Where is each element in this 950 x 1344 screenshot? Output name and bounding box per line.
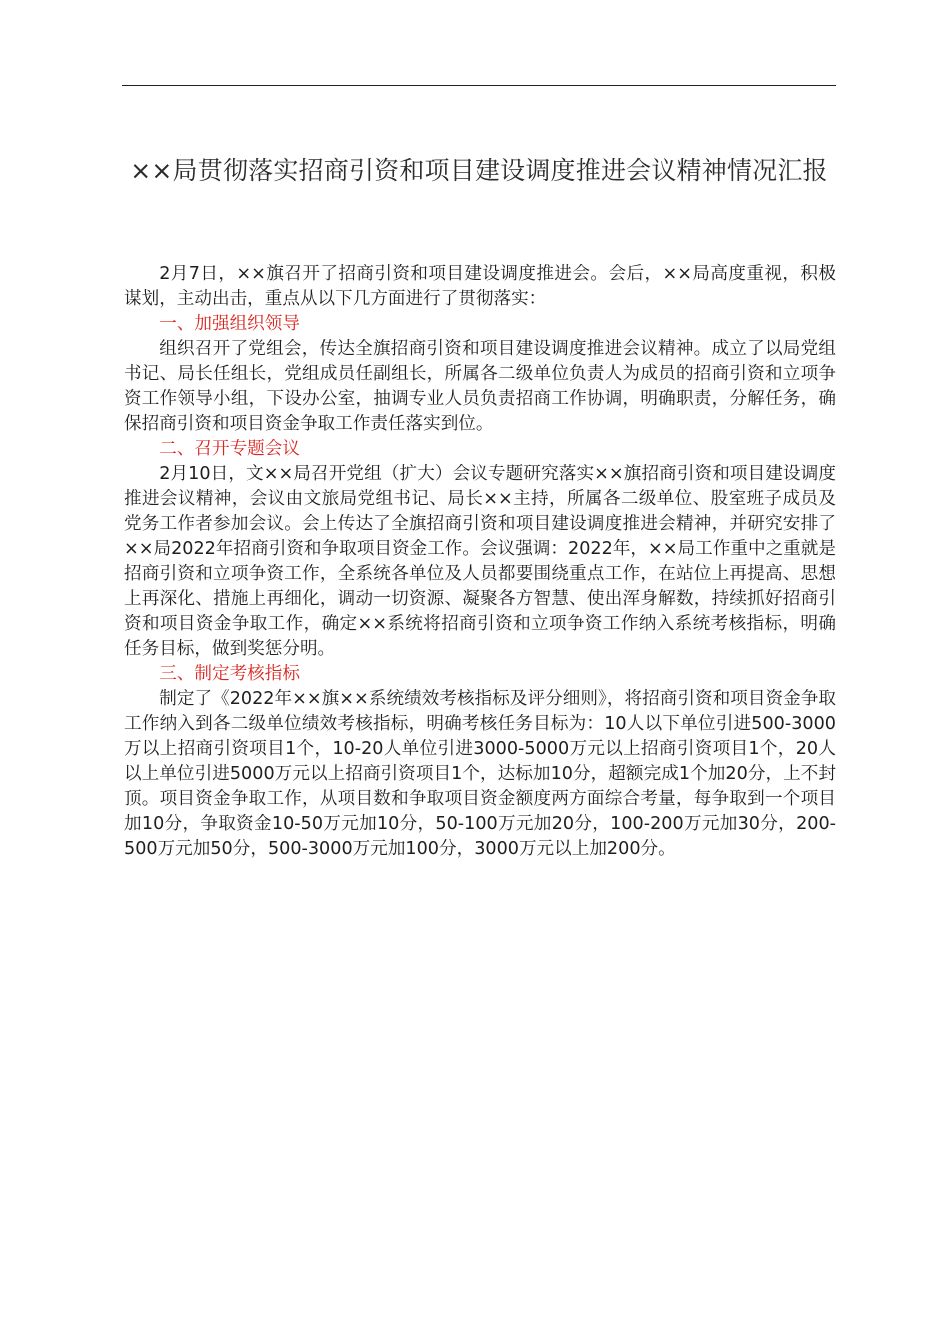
section-heading-organization: 一、加强组织领导 <box>159 314 300 334</box>
document-body <box>124 262 836 862</box>
section-paragraph: 2月10日，文××局召开党组（扩大）会议专题研究落实××旗招商引资和项目建设调度推进会议精神，会议由文旅局党组书记、局长××主持，所属各二级单位、股室班子成员及党务工作者参加会议。会上传达了全旗招商引资和项目建设调度推进会精神，并研究安排了××局2022年招商引资和争取项目资金工作。会议强调：2022年，××局工作重中之重就是招商引资和立项争资工作，全系统各单位及人员都要围绕重点工作，在站位上再提高、思想上再深化、措施上再细化，调动一切资源、凝聚各方智慧、使出浑身解数，持续抓好招商引资和项目资金争取工作，确定××系统将招商引资和立项争资工作纳入系统考核指标，明确任务目标，做到奖惩分明。 <box>124 464 836 659</box>
section-heading-meeting: 二、召开专题会议 <box>159 439 300 459</box>
document-title: ××局贯彻落实招商引资和项目建设调度推进会议精神情况汇报 <box>130 156 828 185</box>
section-paragraph: 组织召开了党组会，传达全旗招商引资和项目建设调度推进会议精神。成立了以局党组书记、局长任组长，党组成员任副组长，所属各二级单位负责人为成员的招商引资和立项争资工作领导小组，下设办公室，抽调专业人员负责招商工作协调，明确职责，分解任务，确保招商引资和项目资金争取工作责任落实到位。 <box>124 339 836 434</box>
intro-paragraph: 2月7日，××旗召开了招商引资和项目建设调度推进会。会后，××局高度重视，积极谋划，主动出击，重点从以下几方面进行了贯彻落实： <box>124 264 836 309</box>
section-heading-assessment: 三、制定考核指标 <box>159 664 300 684</box>
header-rule <box>122 85 836 86</box>
section-paragraph: 制定了《2022年××旗××系统绩效考核指标及评分细则》，将招商引资和项目资金争取工作纳入到各二级单位绩效考核指标，明确考核任务目标为：10人以下单位引进500-3000万以上招商引资项目1个，10-20人单位引进3000-5000万元以上招商引资项目1个，20人以上单位引进5000万元以上招商引资项目1个，达标加10分，超额完成1个加20分，上不封顶。项目资金争取工作，从项目数和争取项目资金额度两方面综合考量，每争取到一个项目加10分，争取资金10-50万元加10分，50-100万元加20分，100-200万元加30分，200-500万元加50分，500-3000万元加100分，3000万元以上加200分。 <box>124 689 836 859</box>
